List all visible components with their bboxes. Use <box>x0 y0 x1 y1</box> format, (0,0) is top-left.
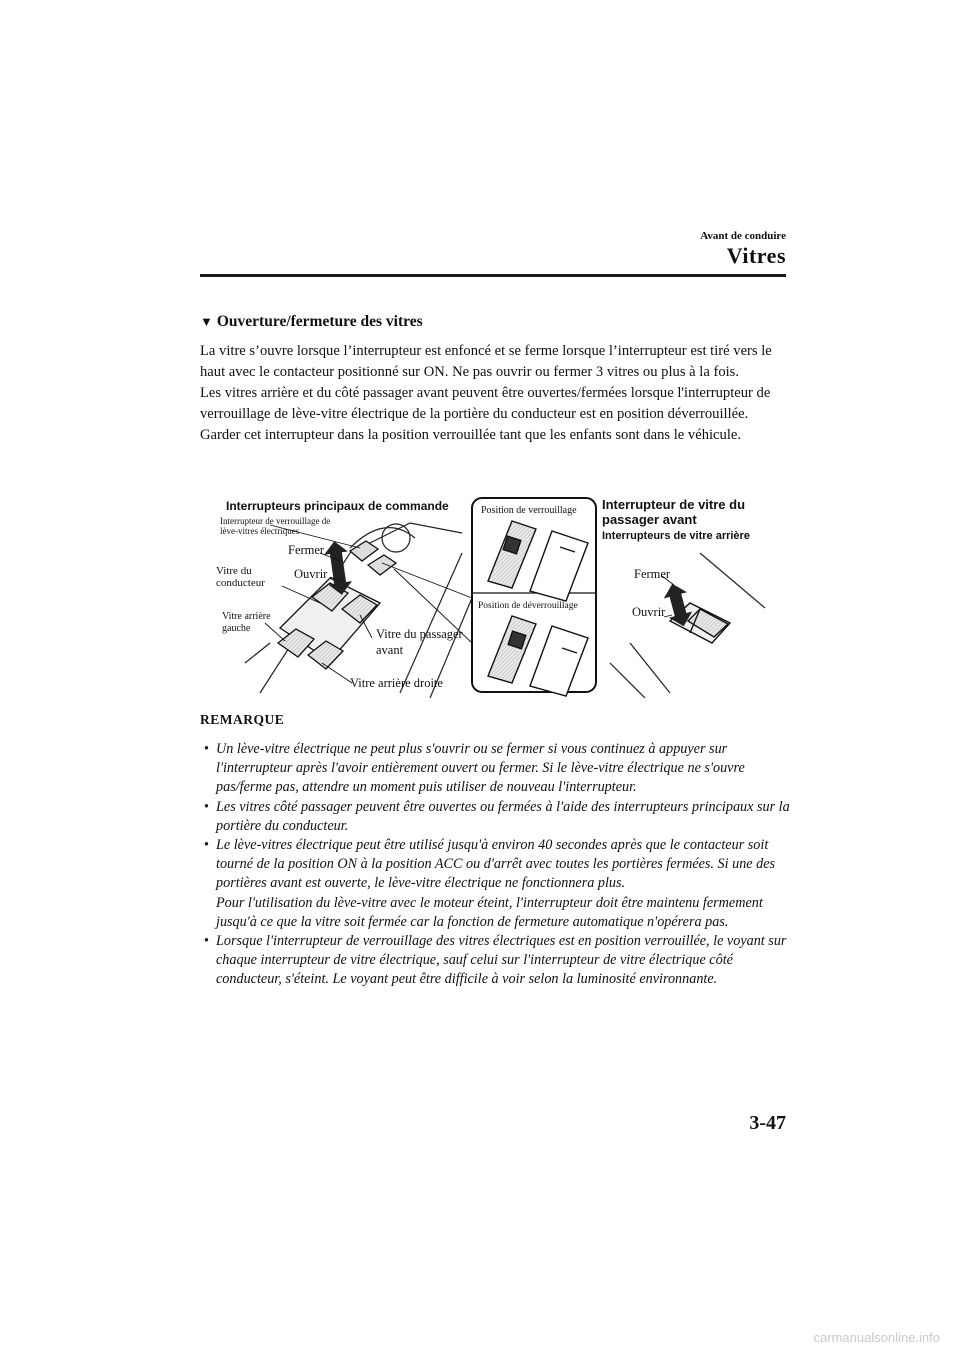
list-item: • Lorsque l'interrupteur de verrouillage des vitres électriques est en position verrouillée, le voyant sur chaque interrupteur de vitre électrique, sauf celui sur l'interrupteur de vitre électrique côté conducteur, s'éteint. Le voyant peut être difficile à voir selon la luminosité environnante. <box>204 933 787 988</box>
page-title: Vitres <box>726 243 786 268</box>
header-rule <box>200 274 786 277</box>
body-text <box>200 341 790 446</box>
label-rear-switches: Interrupteurs de vitre arrière <box>602 530 750 542</box>
label-open-left: Ouvrir <box>294 567 328 581</box>
label-rear-right-window: Vitre arrière droite <box>350 676 443 690</box>
list-item: • Un lève-vitre électrique ne peut plus s'ouvrir ou se fermer si vous continuez à appuyer sur l'interrupteur après l'avoir entièrement ouvert ou fermer. Si le lève-vitre électrique ne s'ouvre pas/ferme pas, attendre un moment puis utiliser de nouveau l'interrupteur. <box>204 741 745 796</box>
label-open-right: Ouvrir <box>632 605 666 619</box>
label-front-passenger-switch: Interrupteur de vitre du passager avant <box>602 497 746 527</box>
remarque-title: REMARQUE <box>200 712 285 727</box>
label-lock-switch: Interrupteur de verrouillage de lève-vitres électriques <box>220 516 331 536</box>
remarque-list <box>200 740 790 990</box>
watermark: carmanualsonline.info <box>813 1330 940 1345</box>
paragraph: Les vitres arrière et du côté passager avant peuvent être ouvertes/fermées lorsque l'interrupteur de verrouillage de lève-vitre électrique de la portière du conducteur est en position déverrouillée. Garder cet interrupteur dans la position verrouillée tant que les enfants sont dans le véhicule. <box>200 385 771 443</box>
list-item: • Le lève-vitres électrique peut être utilisé jusqu'à environ 40 secondes après que le contacteur soit tourné de la position ON à la position ACC ou d'arrêt avec toutes les portières fermées. Si une des portières avant est ouverte, le lève-vitre électrique ne fonctionnera plus. Pour l'utilisation du lève-vitre avec le moteur éteint, l'interrupteur doit être maintenu fermement jusqu'à ce que la vitre soit fermée car la fonction de fermeture automatique n'opérera pas. <box>204 837 776 930</box>
label-unlock-position: Position de déverrouillage <box>478 601 578 611</box>
header-section-label: Avant de conduire <box>700 230 786 242</box>
window-switch-figure <box>200 493 770 698</box>
label-close-left: Fermer <box>288 543 325 557</box>
section-heading-text: Ouverture/fermeture des vitres <box>216 313 423 330</box>
paragraph: La vitre s’ouvre lorsque l’interrupteur est enfoncé et se ferme lorsque l’interrupteur est tiré vers le haut avec le contacteur positionné sur ON. Ne pas ouvrir ou fermer 3 vitres ou plus à la fois. <box>200 343 772 380</box>
label-lock-position: Position de verrouillage <box>481 505 577 516</box>
label-close-right: Fermer <box>634 567 671 581</box>
triangle-marker-icon: ▼ <box>200 314 213 329</box>
label-rear-left-window: Vitre arrière gauche <box>222 611 271 634</box>
section-heading <box>200 313 423 331</box>
label-main-switches: Interrupteurs principaux de commande <box>226 499 449 513</box>
page-number: 3-47 <box>749 1112 786 1134</box>
label-front-passenger-window: Vitre du passager avant <box>376 627 463 657</box>
label-driver-window: Vitre du conducteur <box>216 565 265 589</box>
list-item: • Les vitres côté passager peuvent être ouvertes ou fermées à l'aide des interrupteurs principaux sur la portière du conducteur. <box>204 798 790 834</box>
